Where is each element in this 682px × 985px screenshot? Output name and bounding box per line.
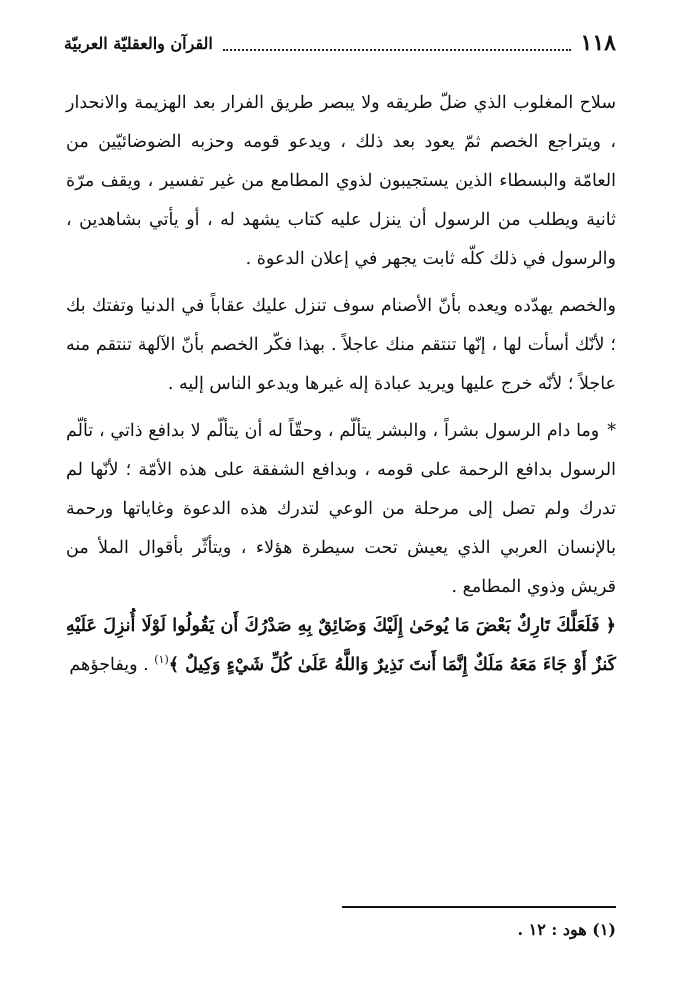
header-dotted-leader <box>223 35 571 51</box>
running-title: القرآن والعقليّة العربيّة <box>64 33 213 53</box>
page-number: ١١٨ <box>580 30 616 56</box>
paragraph-3-text: وما دام الرسول بشراً ، والبشر يتألّم ، وحقّاً له أن يتألّم لا بدافع ذاتي ، تألّم الرسول بدافع الرحمة على قومه ، وبدافع الشفقة على هذه الأمّة ؛ لأنّها لم تدرك ولم تصل إلى مرحلة من الوعي لتدرك هذه الدعوة وغاياتها ورحمة بالإنسان العربي الذي يعيش تحت سيطرة هؤلاء ، ويتأثّر بأقوال الملأ من قريش وذوي المطامع . <box>66 421 616 597</box>
footnote: (١) هود : ١٢ . <box>517 920 616 939</box>
footnote-divider <box>342 906 616 908</box>
paragraph-2: والخصم يهدّده ويعده بأنّ الأصنام سوف تنزل عليك عقاباً في الدنيا وتفتك بك ؛ لأنّك أسأت لها ، إنّها تنتقم منك عاجلاً . بهذا فكّر الخصم بأنّ الآلهة تنتقم منه عاجلاً ؛ لأنّه خرج عليها ويريد عبادة إله غيرها ويدعو الناس إليه . <box>66 296 616 394</box>
footnote-reference: (١) <box>154 653 169 667</box>
after-verse-text: . ويفاجؤهم <box>69 655 155 675</box>
quran-verse: ﴿ فَلَعَلَّكَ تَارِكٌ بَعْضَ مَا يُوحَىٰ إِلَيْكَ وَضَائِقٌ بِهِ صَدْرُكَ أَن يَقُولُوا لَوْلَا أُنزِلَ عَلَيْهِ كَنزٌ أَوْ جَاءَ مَعَهُ مَلَكٌ إِنَّمَا أَنتَ نَذِيرٌ وَاللَّهُ عَلَىٰ كُلِّ شَيْءٍ وَكِيلٌ ﴾ <box>66 616 616 675</box>
page-header <box>64 28 616 58</box>
paragraph-1: سلاح المغلوب الذي ضلّ طريقه ولا يبصر طريق الفرار بعد الهزيمة والانحدار ، ويتراجع الخصم ثمّ يعود بعد ذلك ، ويدعو قومه وحزبه الضوضائيّين من العامّة والبسطاء الذين يستجيبون لذوي المطامع من غير تفسير ، ويقف مرّة ثانية ويطلب من الرسول أن ينزل عليه كتاب يشهد له ، أو يأتي بشاهدين ، والرسول في ذلك كلّه ثابت يجهر في إعلان الدعوة . <box>66 93 616 269</box>
star-marker: * <box>607 421 616 441</box>
paragraph-4 <box>66 607 616 685</box>
paragraph-3 <box>66 412 616 607</box>
body-text <box>66 84 616 685</box>
